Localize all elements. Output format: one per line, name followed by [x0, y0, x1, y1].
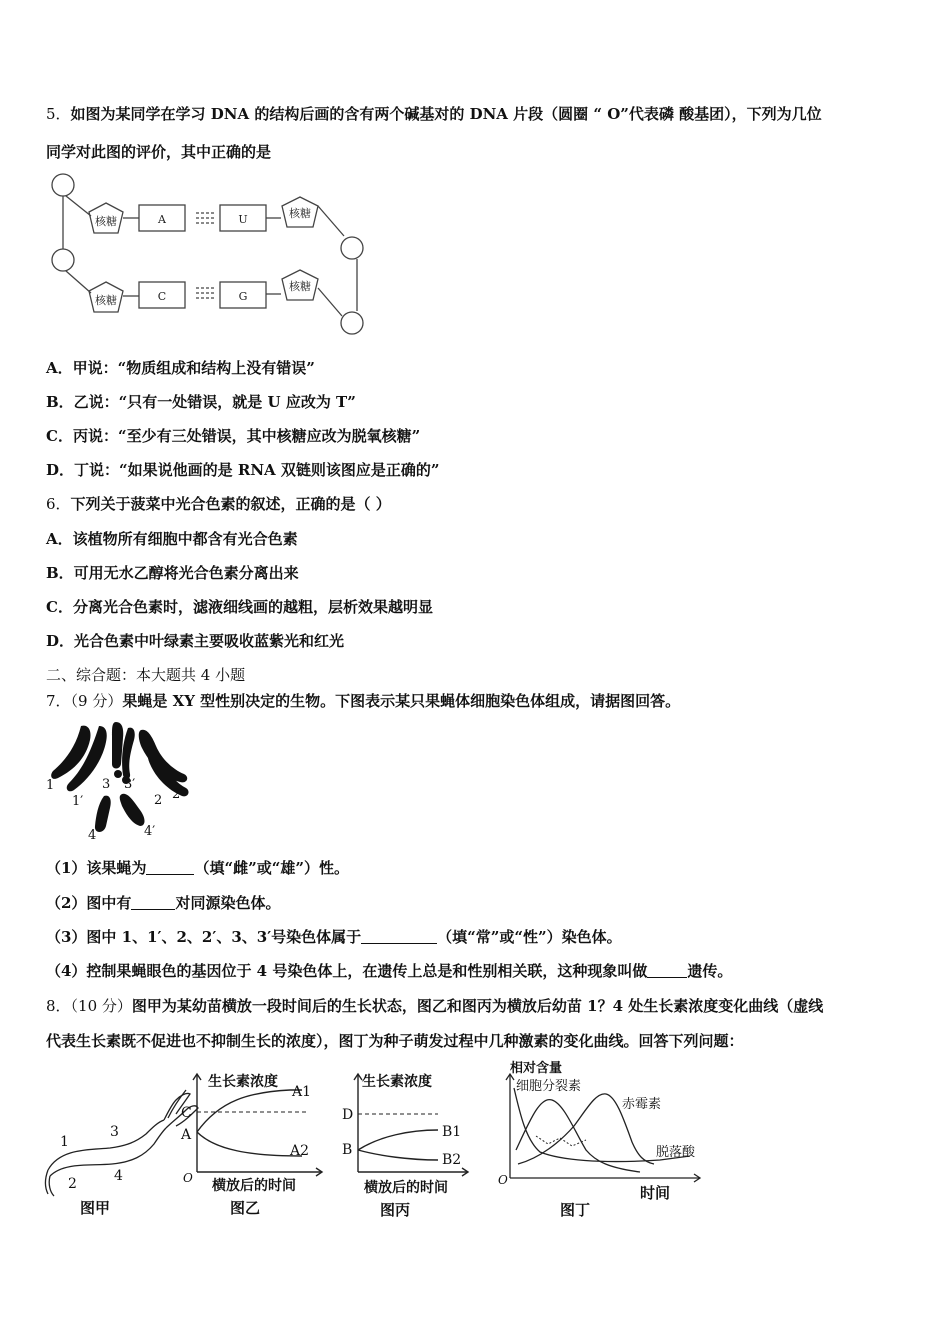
fig-ding-caption: 图丁 — [560, 1201, 591, 1219]
phosphate-circle — [341, 312, 363, 334]
chromosome-label-3p: 3′ — [124, 777, 136, 792]
q7-sub3 — [46, 926, 622, 947]
fig-bing-label-b1: B1 — [442, 1124, 462, 1140]
q6-option-a[interactable]: A．该植物所有细胞中都含有光合色素 — [46, 530, 298, 548]
chromosome-label-4p: 4′ — [144, 824, 156, 839]
q5-option-b[interactable]: B．乙说：“只有一处错误，就是 U 应改为 T” — [46, 393, 356, 411]
q8-score: （10 分） — [70, 997, 132, 1015]
chromosome-label-1: 1 — [46, 778, 55, 793]
fig-yi-label-a1: A1 — [292, 1084, 312, 1100]
fig-yi-label-c: C — [181, 1105, 192, 1121]
fig-yi-ylabel: 生长素浓度 — [208, 1074, 278, 1090]
chromosome-label-2: 2 — [154, 793, 163, 808]
phosphate-circle — [52, 249, 74, 271]
q7-stem-text: 果蝇是 XY 型性别决定的生物。下图表示某只果蝇体细胞染色体组成，请据图回答。 — [122, 692, 681, 710]
q7-sub1-blank[interactable] — [146, 860, 194, 875]
q6-option-d[interactable]: D．光合色素中叶绿素主要吸收蓝紫光和红光 — [46, 632, 345, 650]
q7-score: （9 分） — [70, 692, 123, 710]
q7-sub4-blank[interactable] — [647, 963, 687, 978]
q8-stem-text: 图甲为某幼苗横放一段时间后的生长状态，图乙和图丙为横放后幼苗 1？4 处生长素浓度变化曲线（虚线 — [131, 997, 824, 1015]
phosphate-circle — [341, 237, 363, 259]
fig-bing-label-b2: B2 — [442, 1152, 462, 1168]
fig-yi-label-a: A — [181, 1127, 192, 1143]
q7-sub2 — [46, 892, 280, 913]
section2-title: 二、综合题：本大题共 4 小题 — [46, 666, 246, 684]
q8-stem-line2: 代表生长素既不促进也不抑制生长的浓度），图丁为种子萌发过程中几种激素的变化曲线。回答下列问题： — [46, 1032, 744, 1050]
q7-chromosome-figure — [44, 718, 194, 846]
fig-ding-label-gibberellin: 赤霉素 — [622, 1097, 662, 1112]
sugar-label: 核糖 — [95, 294, 117, 307]
q6-option-c[interactable]: C．分离光合色素时，滤液细线画的越粗，层析效果越明显 — [46, 598, 433, 616]
q5-stem-line1 — [46, 103, 822, 124]
q6-stem — [46, 493, 391, 514]
base-c-label: C — [157, 290, 167, 303]
q7-sub4-text-end: 遗传。 — [687, 962, 733, 980]
q6-option-b[interactable]: B．可用无水乙醇将光合色素分离出来 — [46, 564, 299, 582]
q7-number: 7． — [46, 692, 71, 710]
q8-stem-line1 — [46, 995, 823, 1016]
fig-bing-caption: 图丙 — [380, 1201, 411, 1219]
q7-stem — [46, 690, 680, 711]
q7-sub2-text-end: 对同源染色体。 — [175, 894, 281, 912]
fig-ding-label-abscisic: 脱落酸 — [656, 1145, 696, 1160]
fig-bing-xlabel: 横放后的时间 — [364, 1180, 448, 1196]
fig-jia-label-4: 4 — [114, 1168, 123, 1184]
q7-sub3-text: （3）图中 1、1′、2、2′、3、3′号染色体属于 — [46, 928, 362, 946]
q8-number: 8． — [46, 997, 71, 1015]
phosphate-circle — [52, 174, 74, 196]
chromosome-label-4: 4 — [88, 828, 97, 843]
fig-ding-xlabel: 时间 — [640, 1184, 671, 1202]
fig-jia-caption: 图甲 — [80, 1199, 111, 1217]
fig-bing-label-d: D — [342, 1107, 354, 1123]
q6-number: 6． — [46, 495, 71, 513]
q5-option-c[interactable]: C．丙说：“至少有三处错误，其中核糖应改为脱氧核糖” — [46, 427, 421, 445]
q7-sub4-text: （4）控制果蝇眼色的基因位于 4 号染色体上，在遗传上总是和性别相关联，这种现象叫做 — [46, 962, 648, 980]
fig-yi-xlabel: 横放后的时间 — [212, 1178, 296, 1194]
fig-ding-label-cytokinin: 细胞分裂素 — [516, 1079, 582, 1094]
fig-jia-label-3: 3 — [110, 1124, 119, 1140]
fig-ding-origin: O — [498, 1173, 508, 1187]
q7-sub1-text: （1）该果蝇为 — [46, 859, 147, 877]
base-a-label: A — [158, 213, 166, 226]
fig-yi-label-a2: A2 — [290, 1143, 310, 1159]
q7-sub2-blank[interactable] — [131, 895, 175, 910]
fig-jia-label-1: 1 — [60, 1134, 69, 1150]
q5-option-a[interactable]: A．甲说：“物质组成和结构上没有错误” — [46, 359, 315, 377]
q6-stem-text: 下列关于菠菜中光合色素的叙述，正确的是（ ） — [70, 495, 391, 513]
base-g-label: G — [238, 290, 248, 303]
q7-sub1-text-end: （填“雌”或“雄”）性。 — [194, 859, 349, 877]
q7-sub3-text-end: （填“常”或“性”）染色体。 — [437, 928, 622, 946]
fig-yi-origin: O — [183, 1171, 193, 1185]
q7-sub2-text: （2）图中有 — [46, 894, 132, 912]
base-u-label: U — [238, 213, 248, 226]
sugar-label: 核糖 — [289, 280, 311, 293]
q7-sub3-blank[interactable] — [361, 929, 437, 944]
fig-yi-caption: 图乙 — [230, 1199, 261, 1217]
fig-jia-label-2: 2 — [68, 1176, 77, 1192]
sugar-label: 核糖 — [95, 215, 117, 228]
q5-number: 5． — [46, 105, 71, 123]
sugar-label: 核糖 — [289, 207, 311, 220]
q8-figures — [40, 1060, 730, 1230]
fig-bing-ylabel: 生长素浓度 — [362, 1074, 432, 1090]
q5-option-d[interactable]: D．丁说：“如果说他画的是 RNA 双链则该图应是正确的” — [46, 461, 440, 479]
fig-bing-label-b: B — [342, 1142, 353, 1158]
q5-dna-diagram — [46, 170, 376, 338]
chromosome-label-3: 3 — [102, 777, 111, 792]
fig-ding-ylabel: 相对含量 — [510, 1061, 563, 1076]
chromosome-label-1p: 1′ — [72, 794, 84, 809]
chromosome-label-2p: 2′ — [172, 787, 184, 802]
q5-stem-line2: 同学对此图的评价，其中正确的是 — [46, 143, 272, 161]
q7-sub1 — [46, 857, 349, 878]
q5-stem-text: 如图为某同学在学习 DNA 的结构后画的含有两个碱基对的 DNA 片段（圆圈 “ O”代表磷 酸基团），下列为几位 — [70, 105, 822, 123]
q7-sub4 — [46, 960, 732, 981]
